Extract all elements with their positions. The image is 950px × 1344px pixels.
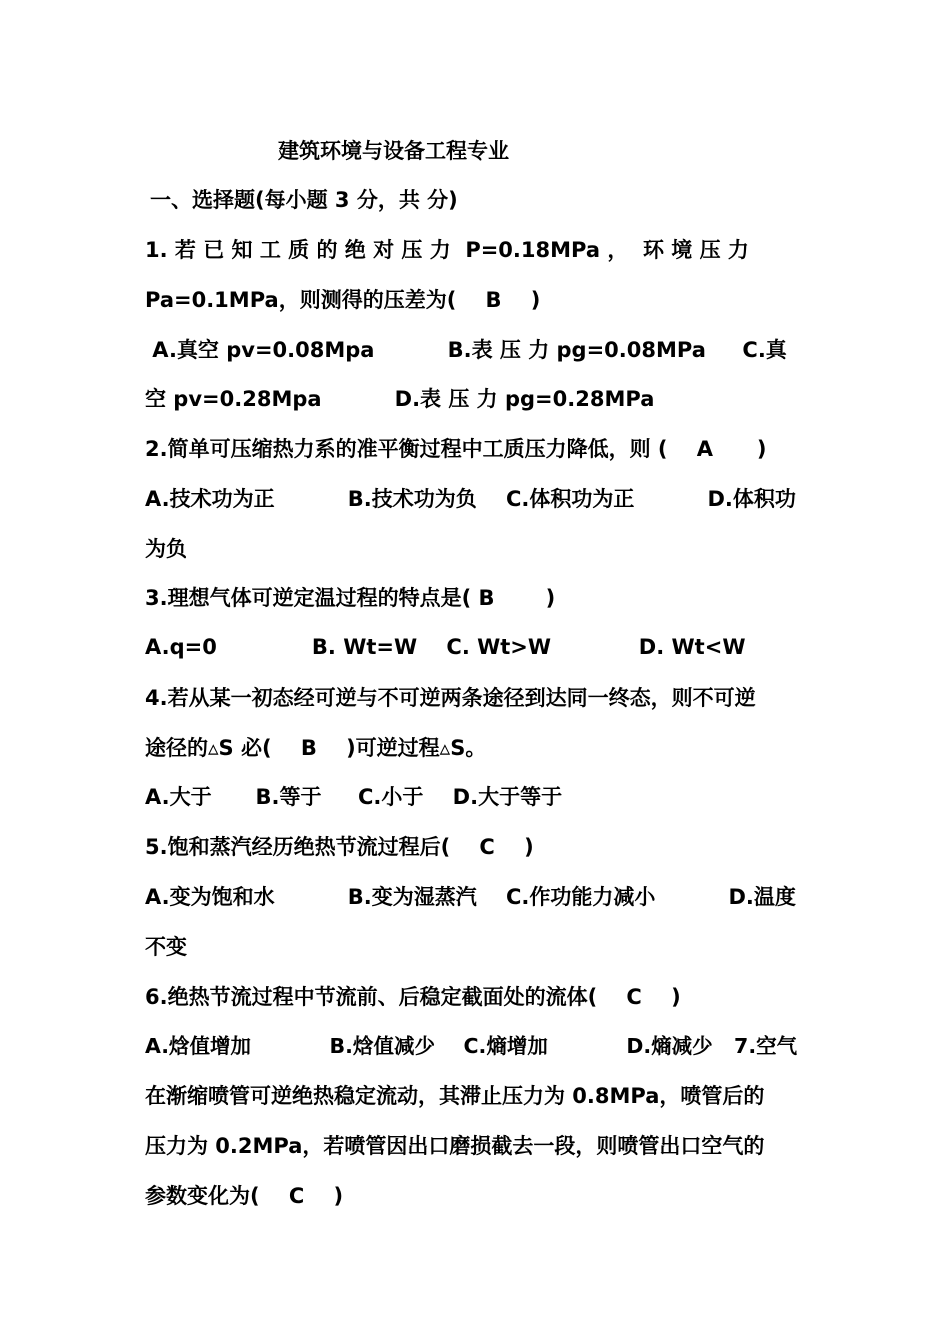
- text-line: 6.绝热节流过程中节流前、后稳定截面处的流体( C ): [145, 985, 681, 1009]
- text-line: 压力为 0.2MPa，若喷管因出口磨损截去一段，则喷管出口空气的: [145, 1134, 765, 1158]
- text-line: 1. 若 已 知 工 质 的 绝 对 压 力 P=0.18MPa ， 环 境 压 力: [145, 238, 749, 262]
- text-line: 3.理想气体可逆定温过程的特点是( B ): [145, 586, 556, 610]
- text-line: 为负: [145, 537, 187, 561]
- text-line: A.q=0 B. Wt=W C. Wt>W D. Wt<W: [145, 635, 746, 659]
- text-line: A.真空 pv=0.08Mpa B.表 压 力 pg=0.08MPa C.真: [145, 338, 787, 362]
- text-line: 不变: [145, 935, 187, 959]
- text-line: 参数变化为( C ): [145, 1184, 344, 1208]
- text-line: A.变为饱和水 B.变为湿蒸汽 C.作功能力减小 D.温度: [145, 885, 796, 909]
- text-line: A.技术功为正 B.技术功为负 C.体积功为正 D.体积功: [145, 487, 796, 511]
- document-title: 建筑环境与设备工程专业: [278, 139, 509, 163]
- text-line: 空 pv=0.28Mpa D.表 压 力 pg=0.28MPa: [145, 387, 655, 411]
- text-line: 在渐缩喷管可逆绝热稳定流动，其滞止压力为 0.8MPa，喷管后的: [145, 1084, 765, 1108]
- text-line: 途径的▵S 必( B )可逆过程▵S。: [145, 736, 487, 760]
- text-line: 5.饱和蒸汽经历绝热节流过程后( C ): [145, 835, 534, 859]
- section-heading: 一、选择题(每小题 3 分，共 分): [150, 188, 458, 212]
- text-line: Pa=0.1MPa，则测得的压差为( B ): [145, 288, 541, 312]
- text-line: A.焓值增加 B.焓值减少 C.熵增加 D.熵减少 7.空气: [145, 1034, 798, 1058]
- text-line: 4.若从某一初态经可逆与不可逆两条途径到达同一终态，则不可逆: [145, 686, 756, 710]
- text-line: 2.简单可压缩热力系的准平衡过程中工质压力降低，则 ( A ): [145, 437, 767, 461]
- text-line: A.大于 B.等于 C.小于 D.大于等于: [145, 785, 563, 809]
